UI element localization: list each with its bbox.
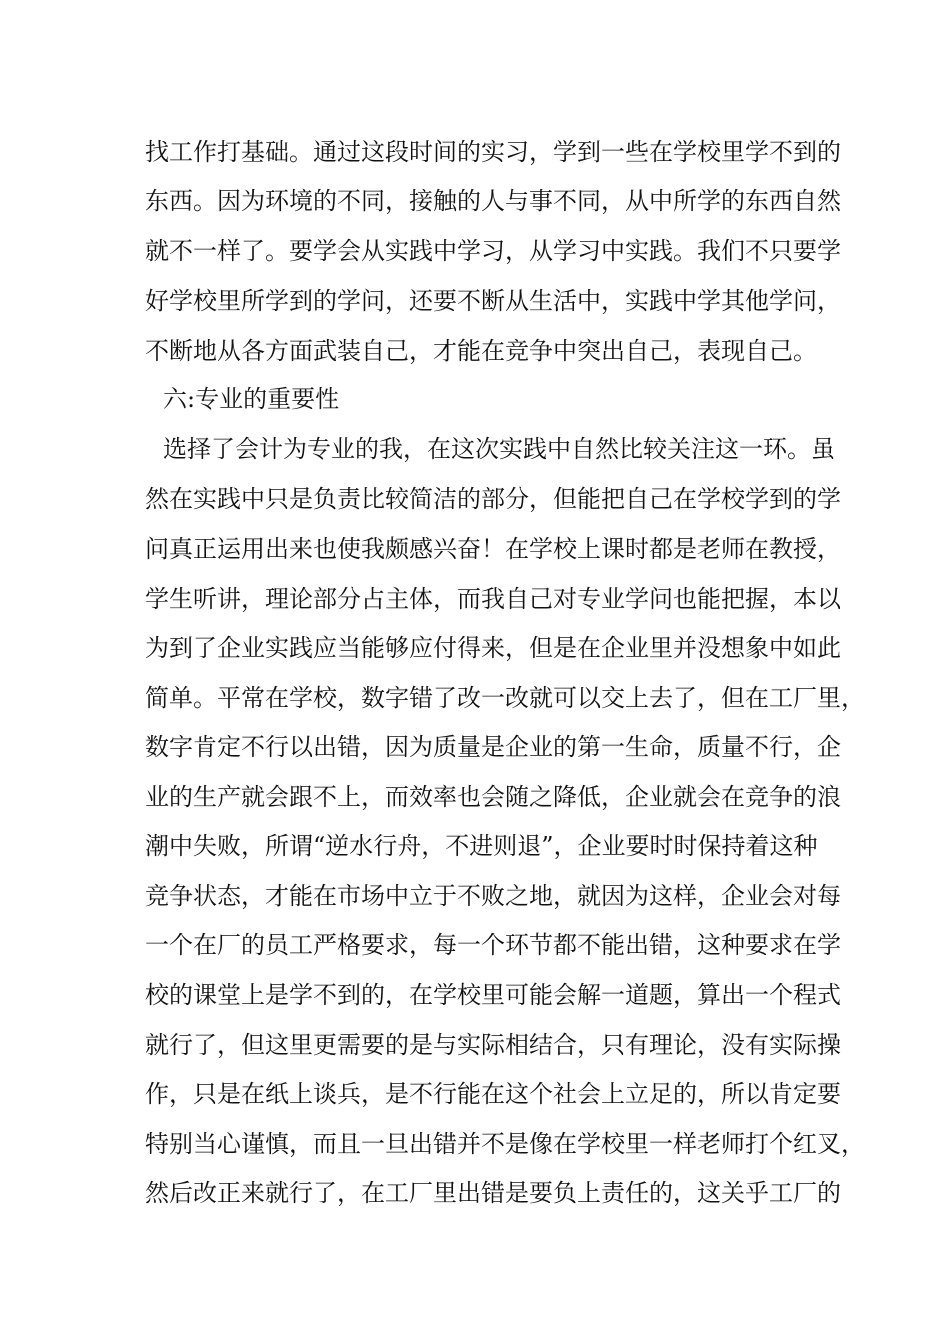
paragraph-line: 就不一样了。要学会从实践中学习，从学习中实践。我们不只要学 bbox=[145, 237, 841, 265]
paragraph-line: 然后改正来就行了，在工厂里出错是要负上责任的，这关乎工厂的 bbox=[145, 1179, 841, 1207]
paragraph-line: 业的生产就会跟不上，而效率也会随之降低，企业就会在竞争的浪 bbox=[145, 783, 841, 811]
paragraph-line: 选择了会计为专业的我，在这次实践中自然比较关注这一环。虽 bbox=[163, 435, 835, 463]
paragraph-line: 问真正运用出来也使我颇感兴奋！在学校上课时都是老师在教授， bbox=[145, 535, 841, 563]
paragraph-line: 特别当心谨慎，而且一旦出错并不是像在学校里一样老师打个红叉， bbox=[145, 1130, 865, 1158]
paragraph-line: 一个在厂的员工严格要求，每一个环节都不能出错，这种要求在学 bbox=[145, 931, 841, 959]
section-heading: 六:专业的重要性 bbox=[163, 385, 340, 413]
paragraph-line: 校的课堂上是学不到的，在学校里可能会解一道题，算出一个程式 bbox=[145, 981, 841, 1009]
paragraph-line: 然在实践中只是负责比较简洁的部分，但能把自己在学校学到的学 bbox=[145, 485, 841, 513]
paragraph-line: 数字肯定不行以出错，因为质量是企业的第一生命，质量不行，企 bbox=[145, 733, 841, 761]
paragraph-line: 作，只是在纸上谈兵，是不行能在这个社会上立足的，所以肯定要 bbox=[145, 1080, 841, 1108]
paragraph-line: 就行了，但这里更需要的是与实际相结合，只有理论，没有实际操 bbox=[145, 1031, 841, 1059]
paragraph-line: 不断地从各方面武装自己，才能在竞争中突出自己，表现自己。 bbox=[145, 337, 817, 365]
paragraph-line: 为到了企业实践应当能够应付得来，但是在企业里并没想象中如此 bbox=[145, 634, 841, 662]
paragraph-line: 好学校里所学到的学问，还要不断从生活中，实践中学其他学问， bbox=[145, 287, 841, 315]
paragraph-line: 竞争状态，才能在市场中立于不败之地，就因为这样，企业会对每 bbox=[145, 882, 841, 910]
paragraph-line: 学生听讲，理论部分占主体，而我自己对专业学问也能把握，本以 bbox=[145, 585, 841, 613]
paragraph-line: 潮中失败，所谓“逆水行舟，不进则退”，企业要时时保持着这种 bbox=[145, 832, 818, 860]
paragraph-line: 简单。平常在学校，数字错了改一改就可以交上去了，但在工厂里， bbox=[145, 684, 865, 712]
paragraph-line: 找工作打基础。通过这段时间的实习，学到一些在学校里学不到的 bbox=[145, 138, 841, 166]
paragraph-line: 东西。因为环境的不同，接触的人与事不同，从中所学的东西自然 bbox=[145, 187, 841, 215]
